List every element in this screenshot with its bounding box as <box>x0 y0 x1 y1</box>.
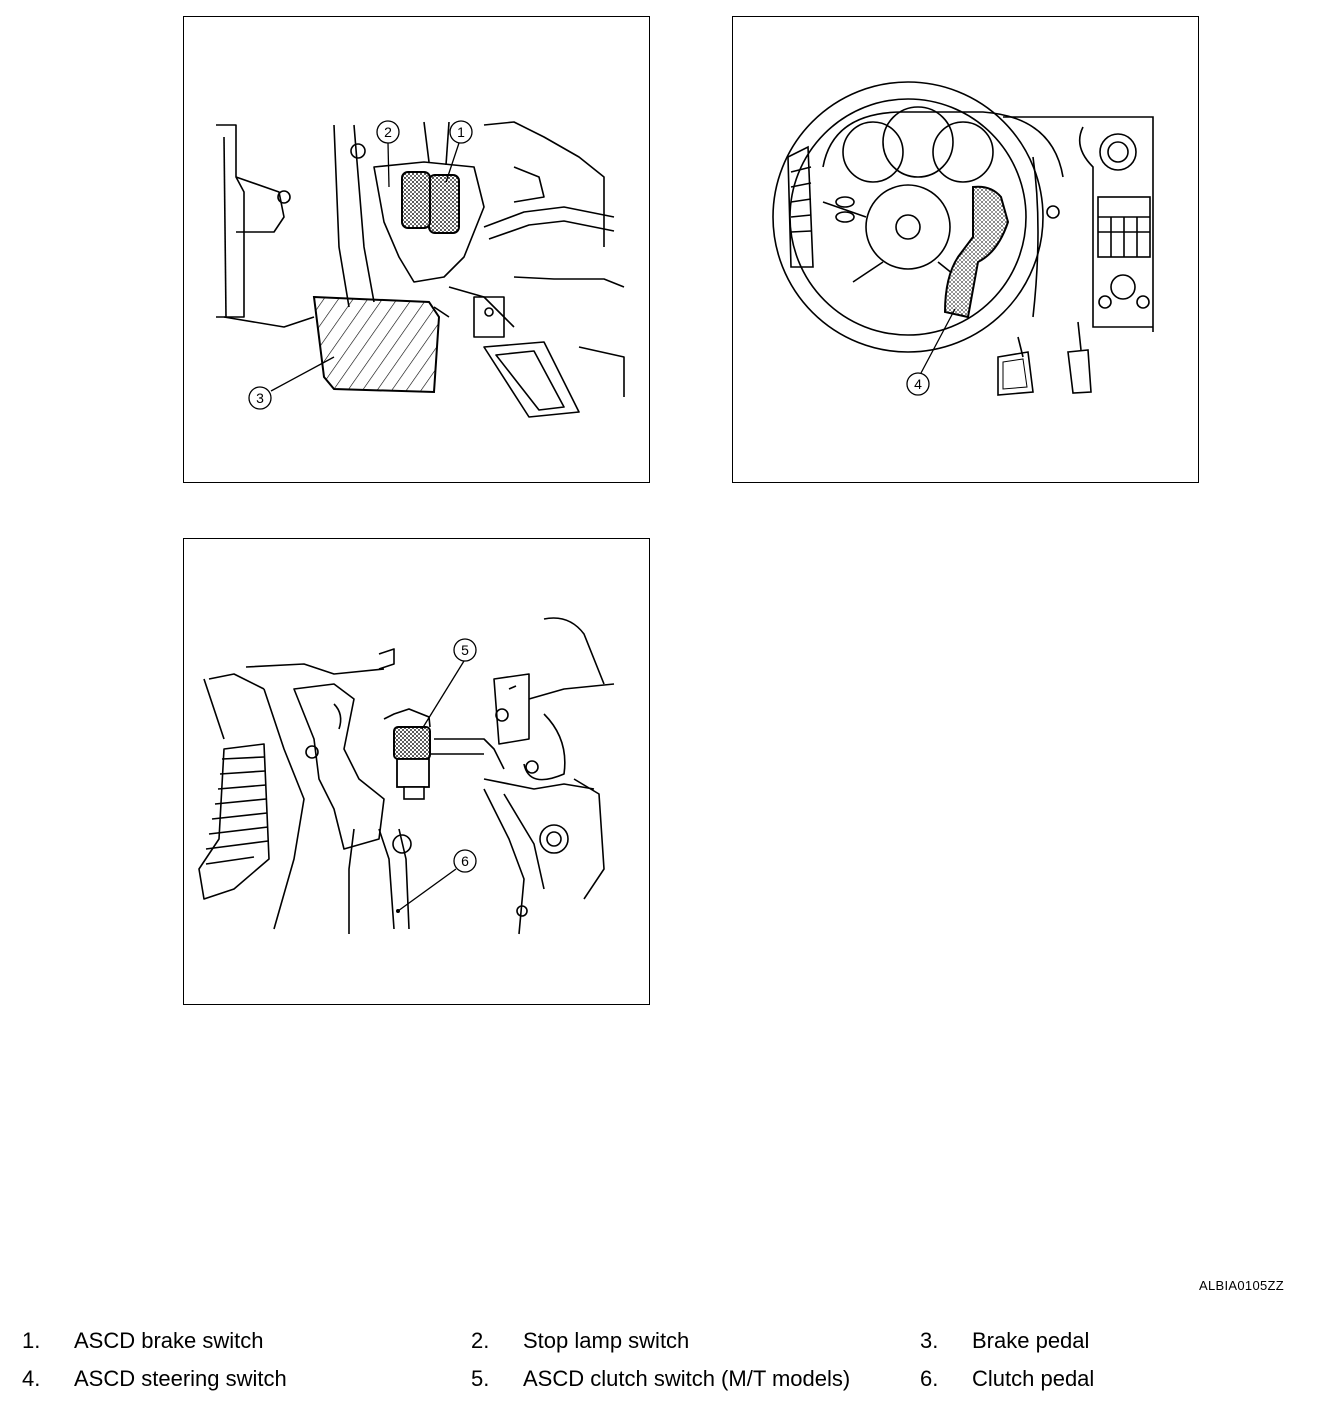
svg-text:6: 6 <box>461 853 469 869</box>
brake-pedal-drawing <box>184 17 649 482</box>
legend-label: ASCD clutch switch (M/T models) <box>523 1366 851 1391</box>
legend-number: 5. <box>471 1366 490 1391</box>
callout-2 <box>377 121 399 143</box>
ascd-brake-switch <box>429 175 459 233</box>
clutch-pedal-drawing <box>184 539 649 1004</box>
callout-5 <box>454 639 476 661</box>
callout-3 <box>249 387 271 409</box>
legend-item-6 <box>920 1366 1320 1396</box>
stop-lamp-switch <box>402 172 430 228</box>
svg-text:4: 4 <box>914 376 922 392</box>
legend-number: 3. <box>920 1328 939 1353</box>
steering-wheel-drawing <box>733 17 1198 482</box>
callout-1 <box>450 121 472 143</box>
legend <box>0 1328 1344 1408</box>
svg-text:5: 5 <box>461 642 469 658</box>
ascd-clutch-switch <box>384 709 430 799</box>
legend-item-5 <box>471 1366 911 1396</box>
legend-item-2 <box>471 1328 891 1358</box>
legend-number: 4. <box>22 1366 41 1391</box>
legend-number: 6. <box>920 1366 939 1391</box>
svg-text:3: 3 <box>256 390 264 406</box>
legend-item-3 <box>920 1328 1320 1358</box>
legend-number: 2. <box>471 1328 490 1353</box>
svg-text:1: 1 <box>457 124 465 140</box>
legend-item-4 <box>22 1366 422 1396</box>
figure-code: ALBIA0105ZZ <box>1199 1278 1284 1293</box>
legend-label: ASCD steering switch <box>74 1366 287 1391</box>
legend-label: Clutch pedal <box>972 1366 1095 1391</box>
callout-6 <box>454 850 476 872</box>
legend-label: ASCD brake switch <box>74 1328 264 1353</box>
callout-4 <box>907 373 929 395</box>
brake-pedal-illustration <box>183 16 650 483</box>
legend-item-1 <box>22 1328 422 1358</box>
ascd-steering-switch <box>945 187 1008 317</box>
brake-pedal <box>314 297 439 392</box>
svg-text:2: 2 <box>384 124 392 140</box>
legend-number: 1. <box>22 1328 41 1353</box>
steering-wheel-illustration <box>732 16 1199 483</box>
clutch-pedal-illustration <box>183 538 650 1005</box>
legend-label: Stop lamp switch <box>523 1328 690 1353</box>
legend-label: Brake pedal <box>972 1328 1090 1353</box>
